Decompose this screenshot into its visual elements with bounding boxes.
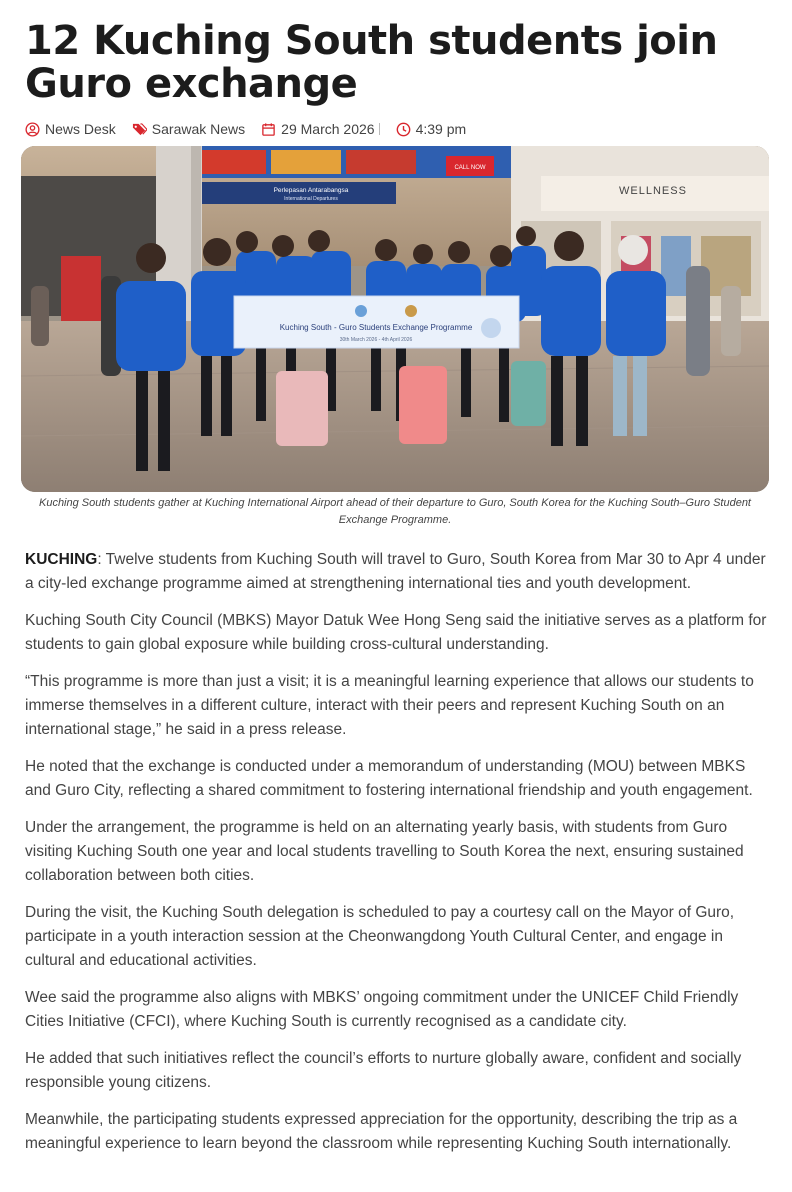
paragraph: Kuching South City Council (MBKS) Mayor Datuk Wee Hong Seng said the initiative serves as a platform for students to gain global exposure while building cross-cultural understanding. (25, 612, 767, 653)
departures-sign-sub: International Departures (284, 196, 338, 202)
date-meta (261, 121, 379, 137)
callnow-sign: CALL NOW (454, 165, 486, 171)
post-meta (25, 120, 770, 138)
paragraph: During the visit, the Kuching South delegation is scheduled to pay a courtesy call on the Mayor of Guro, participate in a youth interaction session at the Cheonwangdong Youth Cultural Center, and engage in cultural and educational activities. (25, 904, 735, 969)
wellness-sign: WELLNESS (619, 185, 687, 197)
paragraph: He added that such initiatives reflect the council’s efforts to nurture globally aware, confident and socially responsible young citizens. (25, 1050, 742, 1091)
lead-text: : Twelve students from Kuching South will travel to Guro, South Korea from Mar 30 to Apr 4 under a city-led exchange programme aimed at strengthening international ties and youth development. (25, 551, 766, 592)
paragraph: “This programme is more than just a visit; it is a meaningful learning experience that allows our students to immerse themselves in a different culture, interact with their peers and represent Kuching South on an international stage,” he said in a press release. (25, 673, 754, 738)
banner-dates: 30th March 2026 - 4th April 2026 (339, 337, 413, 343)
category-link[interactable]: Sarawak News (151, 121, 246, 137)
clock-icon (396, 122, 411, 137)
author-name[interactable]: News Desk (45, 121, 116, 137)
article-body (25, 548, 770, 1156)
dateline: KUCHING (25, 551, 98, 568)
banner-title: Kuching South - Guro Students Exchange Programme (279, 323, 473, 332)
meta-separator (379, 123, 380, 135)
user-circle-icon (25, 122, 40, 137)
departures-sign: Perlepasan Antarabangsa (273, 187, 349, 194)
paragraph: Wee said the programme also aligns with MBKS’ ongoing commitment under the UNICEF Child Friendly Cities Initiative (CFCI), where Kuching South is currently recognised as a candidate city. (25, 989, 739, 1030)
post-time: 4:39 pm (415, 121, 467, 137)
programme-banner (234, 296, 519, 348)
author-meta[interactable] (25, 121, 116, 137)
headline: 12 Kuching South students join Guro exchange (25, 18, 718, 107)
tags-icon (132, 122, 147, 137)
paragraph: Under the arrangement, the programme is held on an alternating yearly basis, with students from Guro visiting Kuching South one year and local students travelling to South Korea the next, ensuring sustained collaboration between both cities. (25, 819, 744, 884)
paragraph: He noted that the exchange is conducted under a memorandum of understanding (MOU) between MBKS and Guro City, reflecting a shared commitment to fostering international friendship and youth engagement. (25, 758, 753, 799)
calendar-icon (261, 122, 276, 137)
photo-caption: Kuching South students gather at Kuching International Airport ahead of their departure to Guro, South Korea for the Kuching South–Guro Student Exchange Programme. (38, 497, 751, 526)
time-meta (396, 121, 467, 137)
featured-photo (21, 146, 769, 492)
lead-paragraph (25, 548, 770, 596)
paragraph: Meanwhile, the participating students expressed appreciation for the opportunity, describing the trip as a meaningful experience to learn beyond the classroom while representing Kuching South internationally. (25, 1111, 738, 1152)
category-meta[interactable] (132, 121, 245, 137)
featured-figure (21, 146, 769, 529)
post-date: 29 March 2026 (281, 121, 375, 137)
